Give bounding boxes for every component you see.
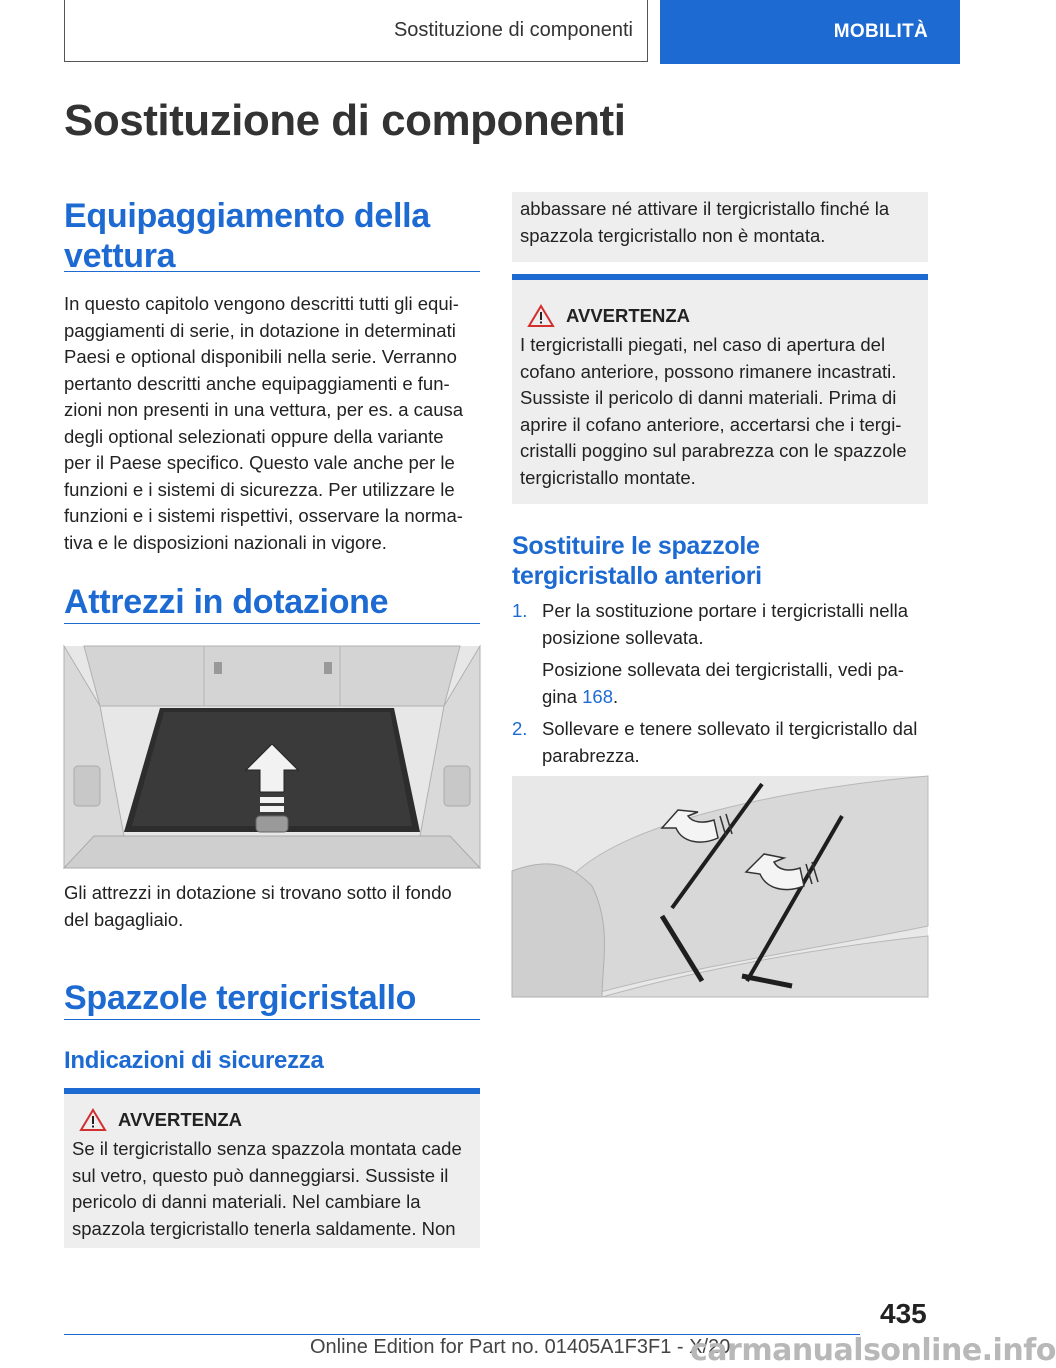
equipment-line: degli optional selezionati oppure della variante — [64, 425, 444, 447]
warning-box-left — [64, 1088, 480, 1248]
trunk-illustration — [64, 646, 480, 868]
page-number: 435 — [880, 1298, 927, 1329]
wipers-heading: Spazzole tergicristallo — [64, 979, 417, 1017]
chapter-tab — [64, 0, 648, 62]
step-text: Per la sostituzione portare i tergicristalli nella — [542, 600, 909, 621]
warning-line: sul vetro, questo può danneggiarsi. Sussiste il — [72, 1164, 449, 1186]
equipment-line: tiva e le disposizioni nazionali in vigore. — [64, 531, 387, 553]
step-text: Sollevare e tenere sollevato il tergicristallo dal — [542, 718, 918, 739]
tools-line: Gli attrezzi in dotazione si trovano sotto il fondo — [64, 882, 452, 903]
wipers-rule — [64, 1019, 480, 1020]
trunk-tools-image — [64, 646, 480, 868]
warning-line: cofano anteriore, possono rimanere incastrati. — [520, 360, 897, 382]
warning-line: cristalli poggino sul parabrezza con le spazzole — [520, 440, 907, 461]
step-subtext: Posizione sollevata dei tergicristalli, vedi pa‐ — [542, 659, 904, 680]
warning-title: AVVERTENZA — [118, 1109, 243, 1130]
warning-title: AVVERTENZA — [566, 305, 691, 326]
steps-list — [512, 598, 928, 769]
step-text: parabrezza. — [542, 744, 640, 766]
warning-line: Sussiste il pericolo di danni materiali. Prima di — [520, 387, 897, 408]
replace-wipers-heading: Sostituire le spazzole tergicristallo anteriori — [512, 532, 762, 590]
equipment-heading: Equipaggiamento della vettura — [64, 197, 430, 275]
warning-triangle-icon — [528, 304, 554, 328]
step-item — [512, 716, 928, 769]
windscreen-illustration — [512, 776, 928, 997]
page-reference-link[interactable]: 168 — [582, 685, 613, 707]
warning-box-right — [512, 274, 928, 504]
equipment-paragraph — [64, 291, 480, 556]
step-subtext-ref — [542, 684, 928, 711]
step-subtext-post: . — [613, 685, 619, 707]
tools-paragraph — [64, 880, 480, 933]
equipment-line: per il Paese specifico. Questo vale anche per le — [64, 452, 455, 473]
warning-line: I tergicristalli piegati, nel caso di apertura del — [520, 334, 886, 355]
equipment-rule — [64, 271, 480, 272]
warning-line: spazzola tergicristallo tenerla saldamente. Non — [72, 1217, 456, 1239]
equipment-line: funzioni e i sistemi di sicurezza. Per utilizzare le — [64, 478, 455, 500]
tools-line: del bagagliaio. — [64, 908, 184, 930]
warning-header — [80, 1108, 472, 1132]
warning-line: aprire il cofano anteriore, accertarsi che i tergi‐ — [520, 413, 902, 435]
section-tab-label: MOBILITÀ — [833, 21, 928, 42]
equipment-line: paggiamenti di serie, in dotazione in determinati — [64, 319, 456, 341]
step-subtext-pre: gina — [542, 685, 583, 707]
safety-subheading: Indicazioni di sicurezza — [64, 1047, 324, 1074]
equipment-line: zioni non presenti in una vettura, per es. a causa — [64, 399, 464, 420]
chapter-tab-label: Sostituzione di componenti — [393, 19, 633, 41]
continuation-line: spazzola tergicristallo non è montata. — [520, 224, 826, 246]
section-tab — [660, 0, 960, 64]
warning-line: pericolo di danni materiali. Nel cambiare la — [72, 1191, 421, 1212]
equipment-line: pertanto descritti anche equipaggiamenti e fun‐ — [64, 372, 450, 394]
warning-line: tergicristallo montate. — [520, 466, 696, 488]
watermark: carmanualsonline.info — [690, 1333, 1056, 1368]
warning-triangle-icon — [80, 1108, 106, 1132]
equipment-line: In questo capitolo vengono descritti tutti gli equi‐ — [64, 293, 459, 314]
page-title: Sostituzione di componenti — [64, 96, 626, 145]
warning-header — [528, 304, 920, 328]
edition-text: Online Edition for Part no. 01405A1F3F1 - X/20 — [310, 1336, 731, 1358]
continuation-line: abbassare né attivare il tergicristallo finché la — [520, 198, 890, 219]
step-text: posizione sollevata. — [542, 626, 704, 648]
step-number: 2. — [512, 718, 528, 739]
wipers-image — [512, 776, 928, 997]
equipment-line: Paesi e optional disponibili nella serie. Verranno — [64, 346, 457, 367]
step-number: 1. — [512, 600, 528, 621]
warning-continuation-box — [512, 192, 928, 262]
warning-line: Se il tergicristallo senza spazzola montata cade — [72, 1138, 462, 1159]
equipment-line: funzioni e i sistemi rispettivi, osservare la norma‐ — [64, 505, 463, 526]
tools-rule — [64, 623, 480, 624]
step-item — [512, 598, 928, 710]
tools-heading: Attrezzi in dotazione — [64, 583, 389, 621]
